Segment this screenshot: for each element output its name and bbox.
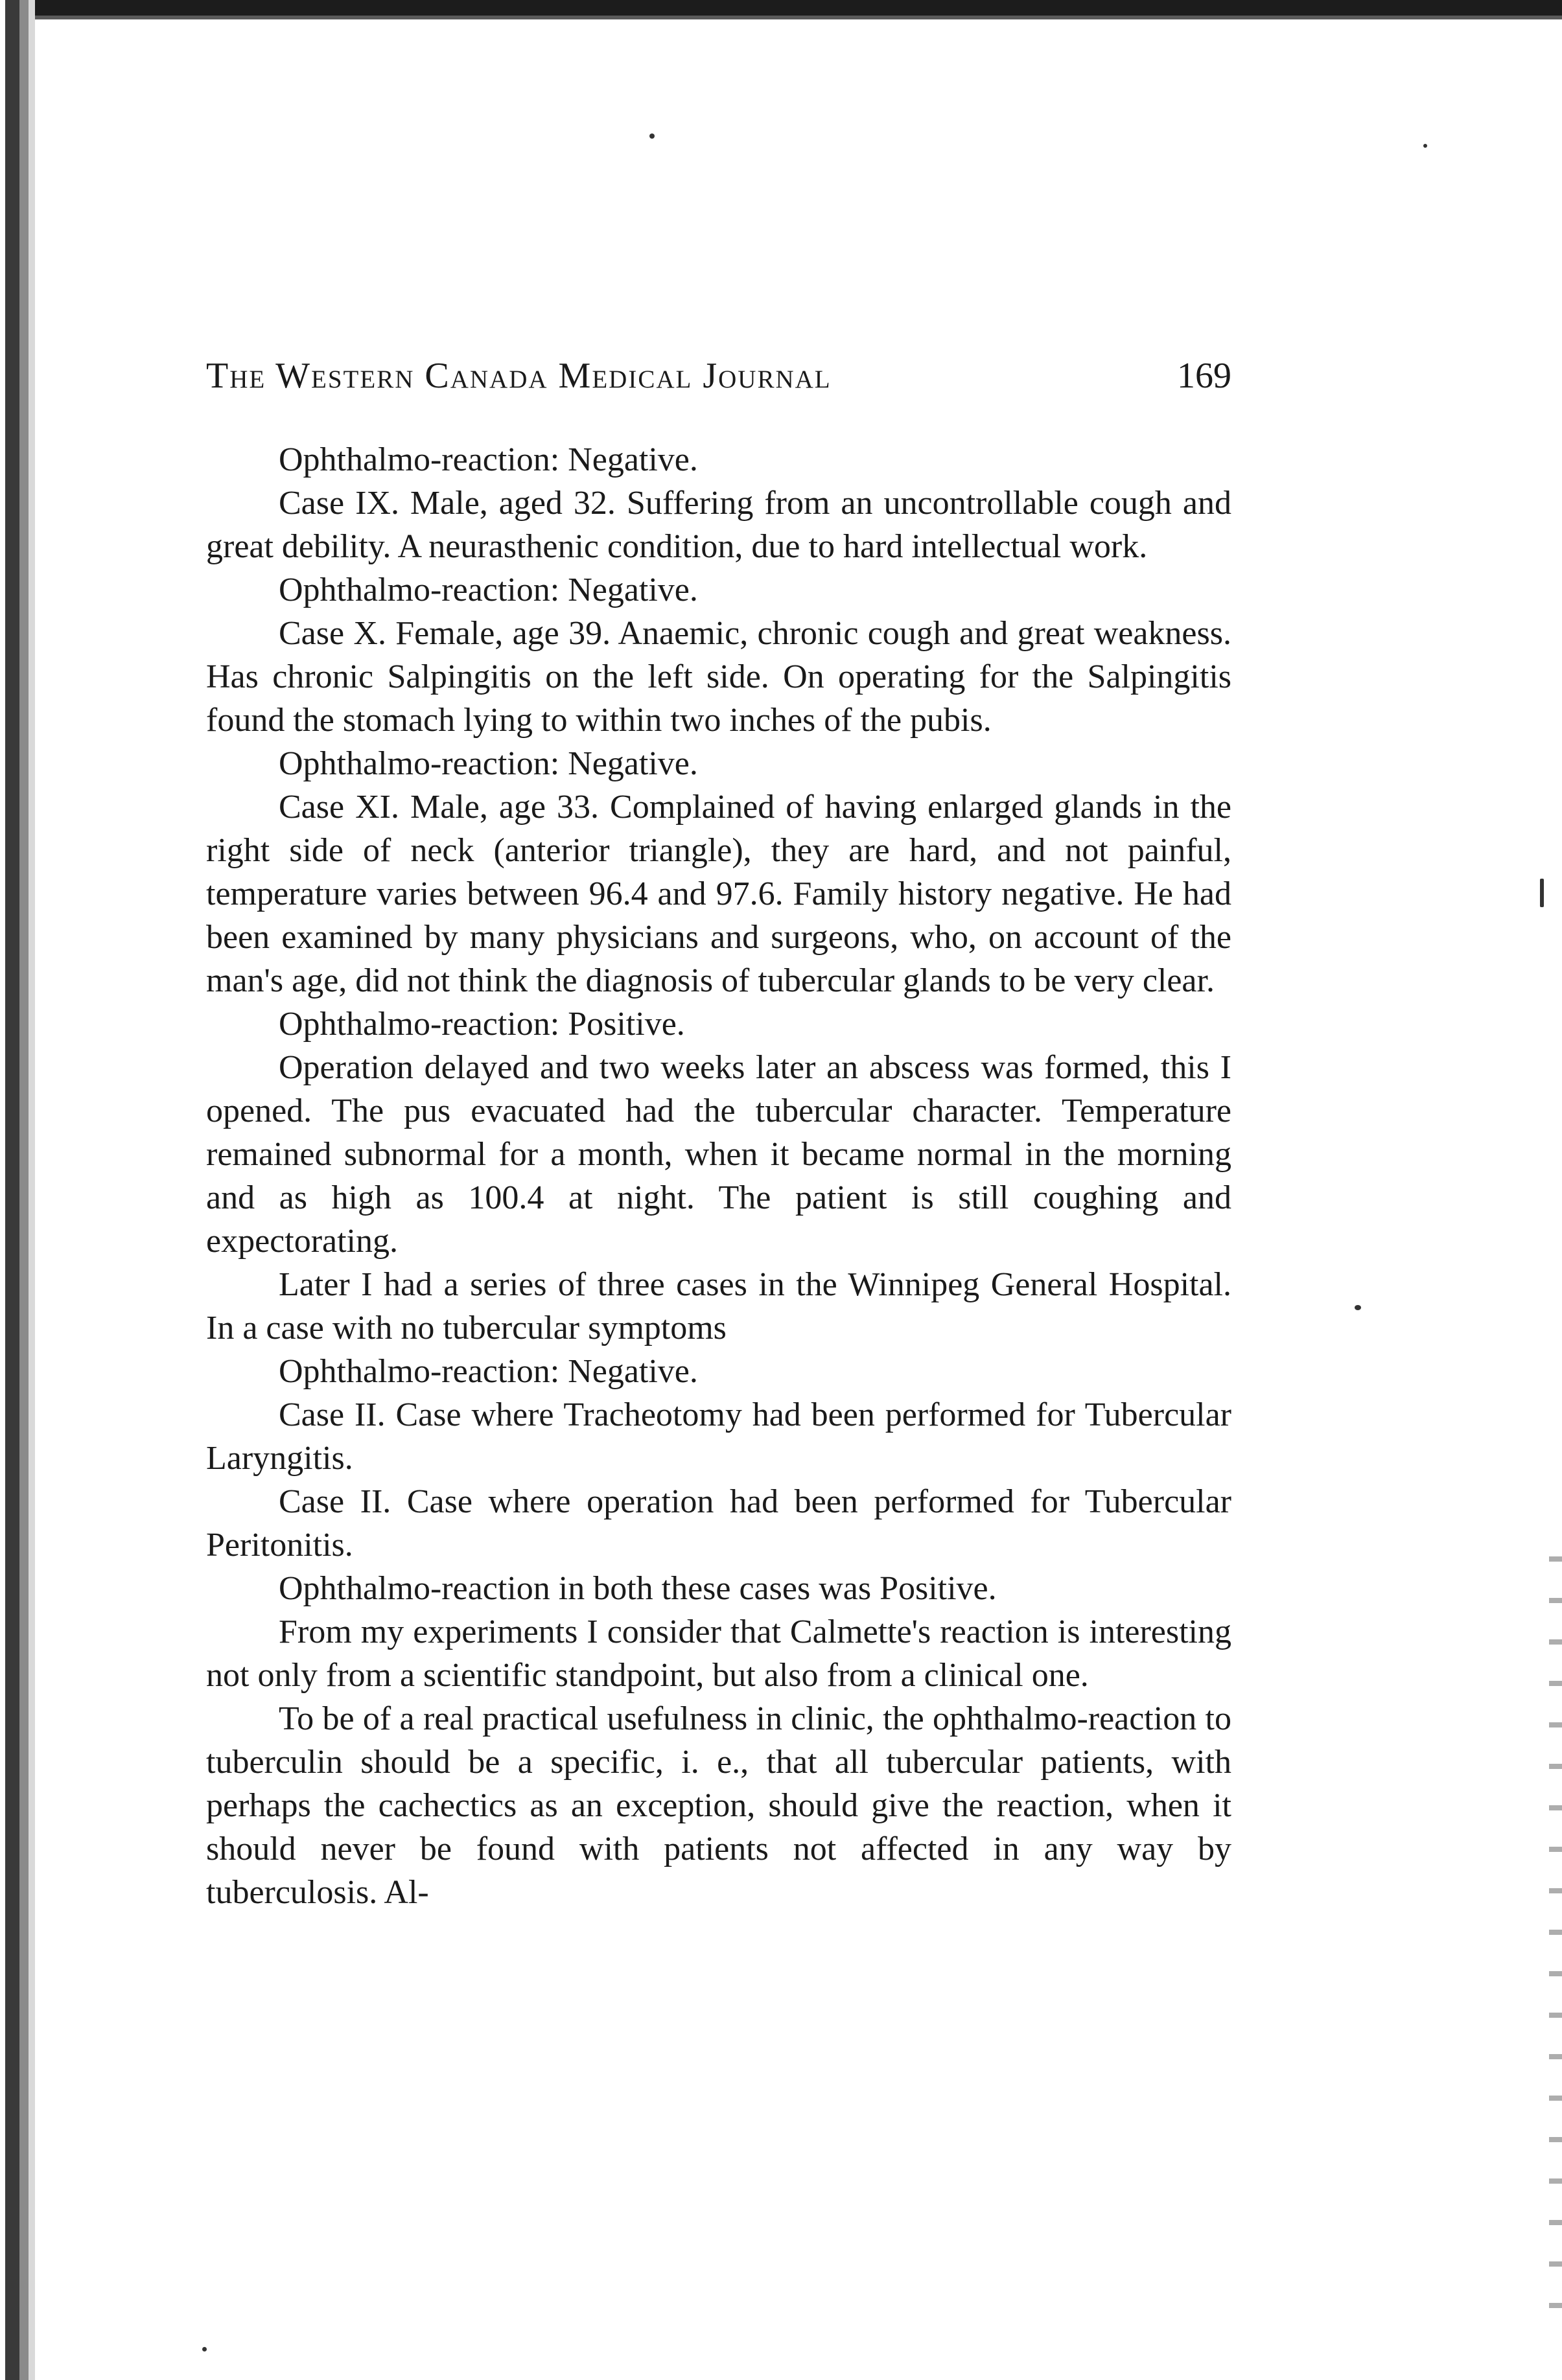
left-border-scan	[0, 0, 43, 2380]
paragraph: Ophthalmo-reaction: Negative.	[279, 1353, 698, 1390]
body-text	[206, 438, 1231, 1914]
paragraph: From my experiments I consider that Calmette's reaction is interesting not only from a scientific standpoint, but also from a clinical one.	[206, 1613, 1231, 1694]
paragraph: Case II. Case where Tracheotomy had been performed for Tubercular Laryngitis.	[206, 1396, 1231, 1477]
scan-speck	[649, 133, 655, 139]
paragraph: Case II. Case where operation had been performed for Tubercular Peritonitis.	[206, 1483, 1231, 1564]
paragraph: Operation delayed and two weeks later an abscess was formed, this I opened. The pus evacuated had the tubercular character. Temperature remained subnormal for a month, when it became normal in the morning and as high as 100.4 at night. The patient is still coughing and expectorating.	[206, 1049, 1231, 1260]
top-border-scan	[0, 0, 1562, 29]
page-number: 169	[1177, 356, 1231, 396]
scan-speck	[1540, 879, 1544, 907]
paragraph: To be of a real practical usefulness in clinic, the ophthalmo-reaction to tuberculin should be a specific, i. e., that all tubercular patients, with perhaps the cachectics as an exception, should give the reaction, when it should never be found with patients not affected in any way by tuberculosis. Al-	[206, 1700, 1231, 1911]
paragraph: Ophthalmo-reaction: Negative.	[279, 441, 698, 478]
journal-title: The Western Canada Medical Journal	[206, 356, 832, 396]
scan-speck	[202, 2347, 207, 2351]
paragraph: Later I had a series of three cases in the Winnipeg General Hospital. In a case with no tubercular symptoms	[206, 1266, 1231, 1346]
paragraph: Case IX. Male, aged 32. Suffering from an uncontrollable cough and great debility. A neurasthenic condition, due to hard intellectual work.	[206, 485, 1231, 565]
scan-speck	[1423, 144, 1427, 148]
paragraph: Ophthalmo-reaction: Negative.	[279, 745, 698, 782]
paragraph: Ophthalmo-reaction: Positive.	[279, 1006, 685, 1043]
scan-speck	[1355, 1305, 1361, 1310]
right-edge-scan-marks	[1549, 1542, 1562, 2320]
paragraph: Ophthalmo-reaction: Negative.	[279, 572, 698, 608]
paragraph: Ophthalmo-reaction in both these cases was Positive.	[279, 1570, 997, 1607]
paragraph: Case X. Female, age 39. Anaemic, chronic cough and great weakness. Has chronic Salpingitis on the left side. On operating for the Salpingitis found the stomach lying to within two inches of the pubis.	[206, 615, 1231, 739]
paragraph: Case XI. Male, age 33. Complained of having enlarged glands in the right side of neck (anterior triangle), they are hard, and not painful, temperature varies between 96.4 and 97.6. Family history negative. He had been examined by many physicians and surgeons, who, on account of the man's age, did not think the diagnosis of tubercular glands to be very clear.	[206, 789, 1231, 999]
page-header	[206, 355, 1231, 413]
